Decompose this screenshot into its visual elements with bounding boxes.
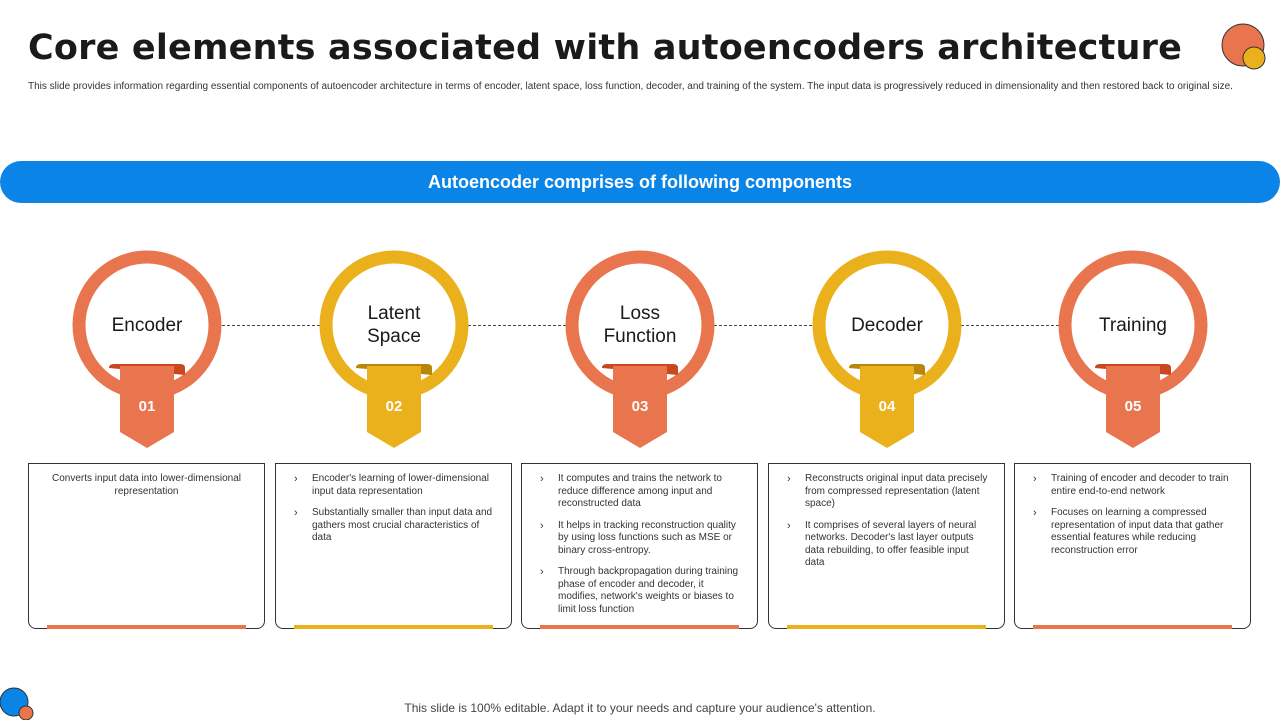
step-number: 04 [878,398,896,415]
card-accent-bar [787,625,986,629]
bullet-list [276,464,511,545]
card-decoder [768,463,1005,629]
step-label: Loss Function [603,303,677,347]
bullet-list [522,464,757,616]
footer-note: This slide is 100% editable. Adapt it to your needs and capture your audience's attention. [404,701,876,715]
list-item: › Training of encoder and decoder to train entire end-to-end network [1031,473,1236,498]
list-item: › It computes and trains the network to reduce difference among input and reconstructed data [538,473,743,511]
connector-line [222,325,320,326]
list-item: › Through backpropagation during training phase of encoder and decoder, it modifies, network's weights or biases to limit loss function [538,566,743,616]
step-latent-space [319,250,469,450]
card-encoder [28,463,265,629]
components-banner [0,161,1280,203]
step-encoder [72,250,222,450]
step-number: 05 [1124,398,1142,415]
banner-label: Autoencoder comprises of following components [427,171,853,192]
card-accent-bar [1033,625,1232,629]
list-item: › Encoder's learning of lower-dimensional input data representation [292,473,497,498]
connector-line [714,325,812,326]
bullet-list [769,464,1004,570]
bullet-list [1015,464,1250,557]
slide-title: Core elements associated with autoencoders architecture [28,28,1183,68]
card-accent-bar [47,625,246,629]
list-item: › It comprises of several layers of neural networks. Decoder's last layer outputs data rebuilding, to offer feasible input data [785,520,990,570]
step-training [1058,250,1208,450]
card-training [1014,463,1251,629]
list-item: › Focuses on learning a compressed representation of input data that gather essential features while reducing reconstruction error [1031,507,1236,557]
card-loss-function [521,463,758,629]
connector-line [468,325,566,326]
step-label: Encoder [111,314,183,336]
list-item: › Substantially smaller than input data and gathers most crucial characteristics of data [292,507,497,545]
card-accent-bar [540,625,739,629]
card-accent-bar [294,625,493,629]
list-item: › Reconstructs original input data precisely from compressed representation (latent space) [785,473,990,511]
card-text: Converts input data into lower-dimensional representation [52,473,241,497]
connector-line [961,325,1059,326]
card-latent-space [275,463,512,629]
step-number: 01 [138,398,156,415]
step-number: 02 [385,398,403,415]
step-label: Decoder [851,314,923,336]
step-label: Latent Space [367,303,421,347]
step-number: 03 [631,398,649,415]
step-label: Training [1099,314,1167,336]
list-item: › It helps in tracking reconstruction quality by using loss functions such as MSE or binary cross-entropy. [538,520,743,558]
slide-description: This slide provides information regarding essential components of autoencoder architecture in terms of encoder, latent space, loss function, decoder, and training of the system. The input data is progressively reduced in dimensionality and then restored back to original size. [28,81,1233,92]
decorative-circles-icon [1221,23,1269,71]
step-decoder [812,250,962,450]
step-loss-function [565,250,715,450]
